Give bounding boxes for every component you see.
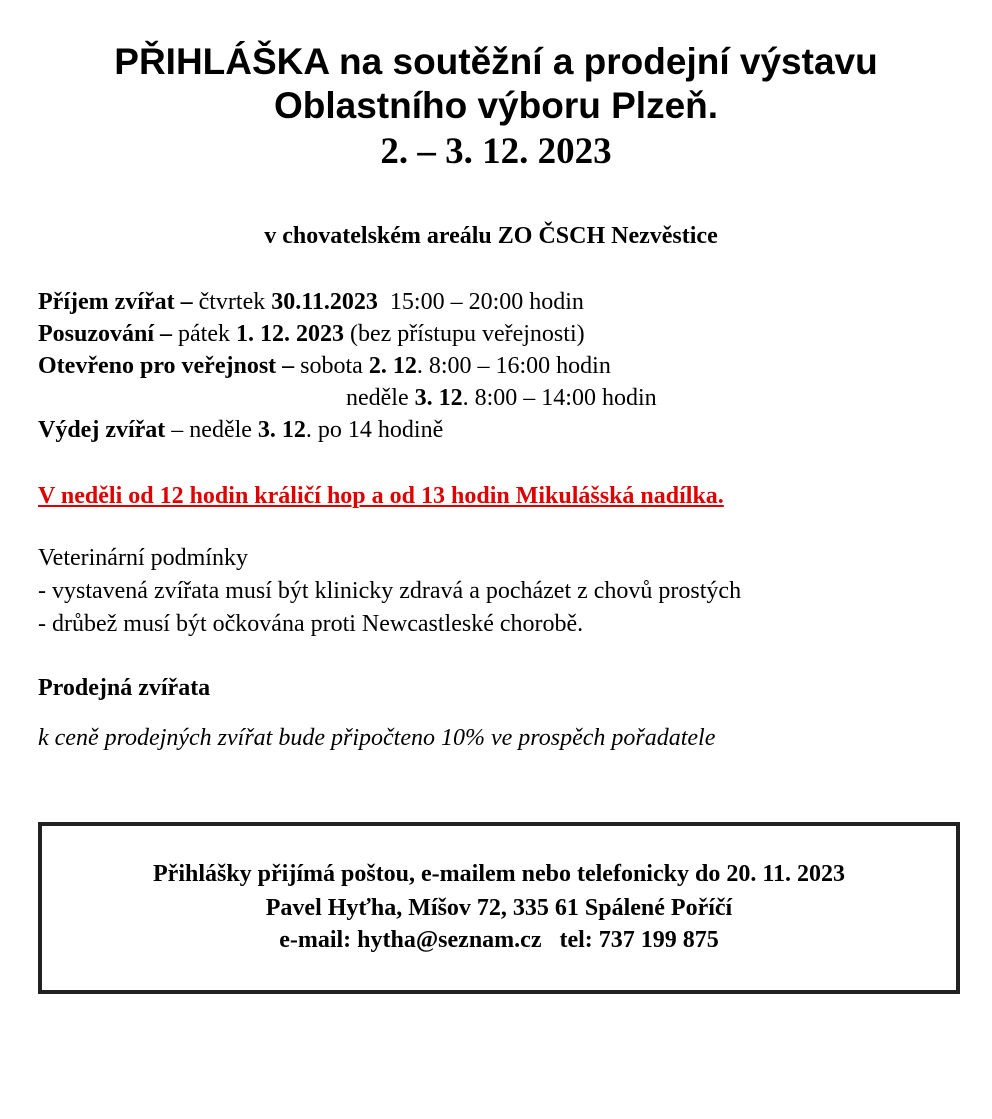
judging-label: Posuzování – bbox=[38, 321, 173, 347]
sale-text: k ceně prodejných zvířat bude připočteno 10% ve prospěch pořadatele bbox=[38, 725, 716, 751]
reception-day: čtvrtek bbox=[192, 289, 272, 315]
veterinary-heading: Veterinární podmínky bbox=[38, 545, 248, 571]
title-date: 2. – 3. 12. 2023 bbox=[380, 131, 612, 172]
open-saturday-time: . 8:00 – 16:00 hodin bbox=[416, 353, 611, 379]
judging-note: (bez přístupu veřejnosti) bbox=[344, 321, 585, 347]
email-address[interactable]: hytha@seznam.cz bbox=[357, 927, 542, 953]
release-label: Výdej zvířat bbox=[38, 417, 166, 443]
open-sunday-day: neděle bbox=[346, 385, 415, 411]
release-date: 3. 12 bbox=[257, 417, 306, 443]
open-sunday-time: . 8:00 – 14:00 hodin bbox=[462, 385, 657, 411]
open-label: Otevřeno pro veřejnost – bbox=[38, 353, 295, 379]
open-sunday-date: 3. 12 bbox=[414, 385, 463, 411]
reception-label: Příjem zvířat – bbox=[38, 289, 193, 315]
reception-date: 30.11.2023 bbox=[271, 289, 378, 315]
contact-line-2: Pavel Hyťha, Míšov 72, 335 61 Spálené Poříčí bbox=[265, 895, 733, 921]
email-label: e-mail: bbox=[279, 927, 358, 953]
schedule-open-saturday bbox=[38, 350, 611, 382]
contact-box bbox=[38, 822, 960, 994]
judging-day: pátek bbox=[172, 321, 236, 347]
release-time: . po 14 hodině bbox=[305, 417, 444, 443]
schedule-open-sunday bbox=[346, 382, 657, 414]
title-line-1: PŘIHLÁŠKA na soutěžní a prodejní výstavu bbox=[114, 41, 878, 82]
schedule-release bbox=[38, 414, 443, 446]
contact-line-1: Přihlášky přijímá poštou, e-mailem nebo telefonicky do 20. 11. 2023 bbox=[153, 861, 845, 887]
reception-time: 15:00 – 20:00 hodin bbox=[377, 289, 584, 315]
schedule-reception bbox=[38, 286, 584, 318]
release-day: – neděle bbox=[165, 417, 258, 443]
venue-line: v chovatelském areálu ZO ČSCH Nezvěstice bbox=[264, 223, 718, 249]
veterinary-item-1: - vystavená zvířata musí být klinicky zdravá a pocházet z chovů prostých bbox=[38, 578, 742, 604]
judging-date: 1. 12. 2023 bbox=[236, 321, 344, 347]
title-line-2: Oblastního výboru Plzeň. bbox=[273, 85, 719, 126]
schedule-judging bbox=[38, 318, 585, 350]
contact-line-3 bbox=[42, 924, 956, 956]
sunday-notice: V neděli od 12 hodin králičí hop a od 13 hodin Mikulášská nadílka. bbox=[38, 483, 724, 509]
open-saturday-date: 2. 12 bbox=[368, 353, 417, 379]
veterinary-item-2: - drůbež musí být očkována proti Newcastleské chorobě. bbox=[38, 611, 584, 637]
open-saturday-day: sobota bbox=[294, 353, 369, 379]
sale-heading: Prodejná zvířata bbox=[38, 675, 211, 701]
phone-label: tel: bbox=[541, 927, 599, 953]
phone-number[interactable]: 737 199 875 bbox=[598, 927, 719, 953]
